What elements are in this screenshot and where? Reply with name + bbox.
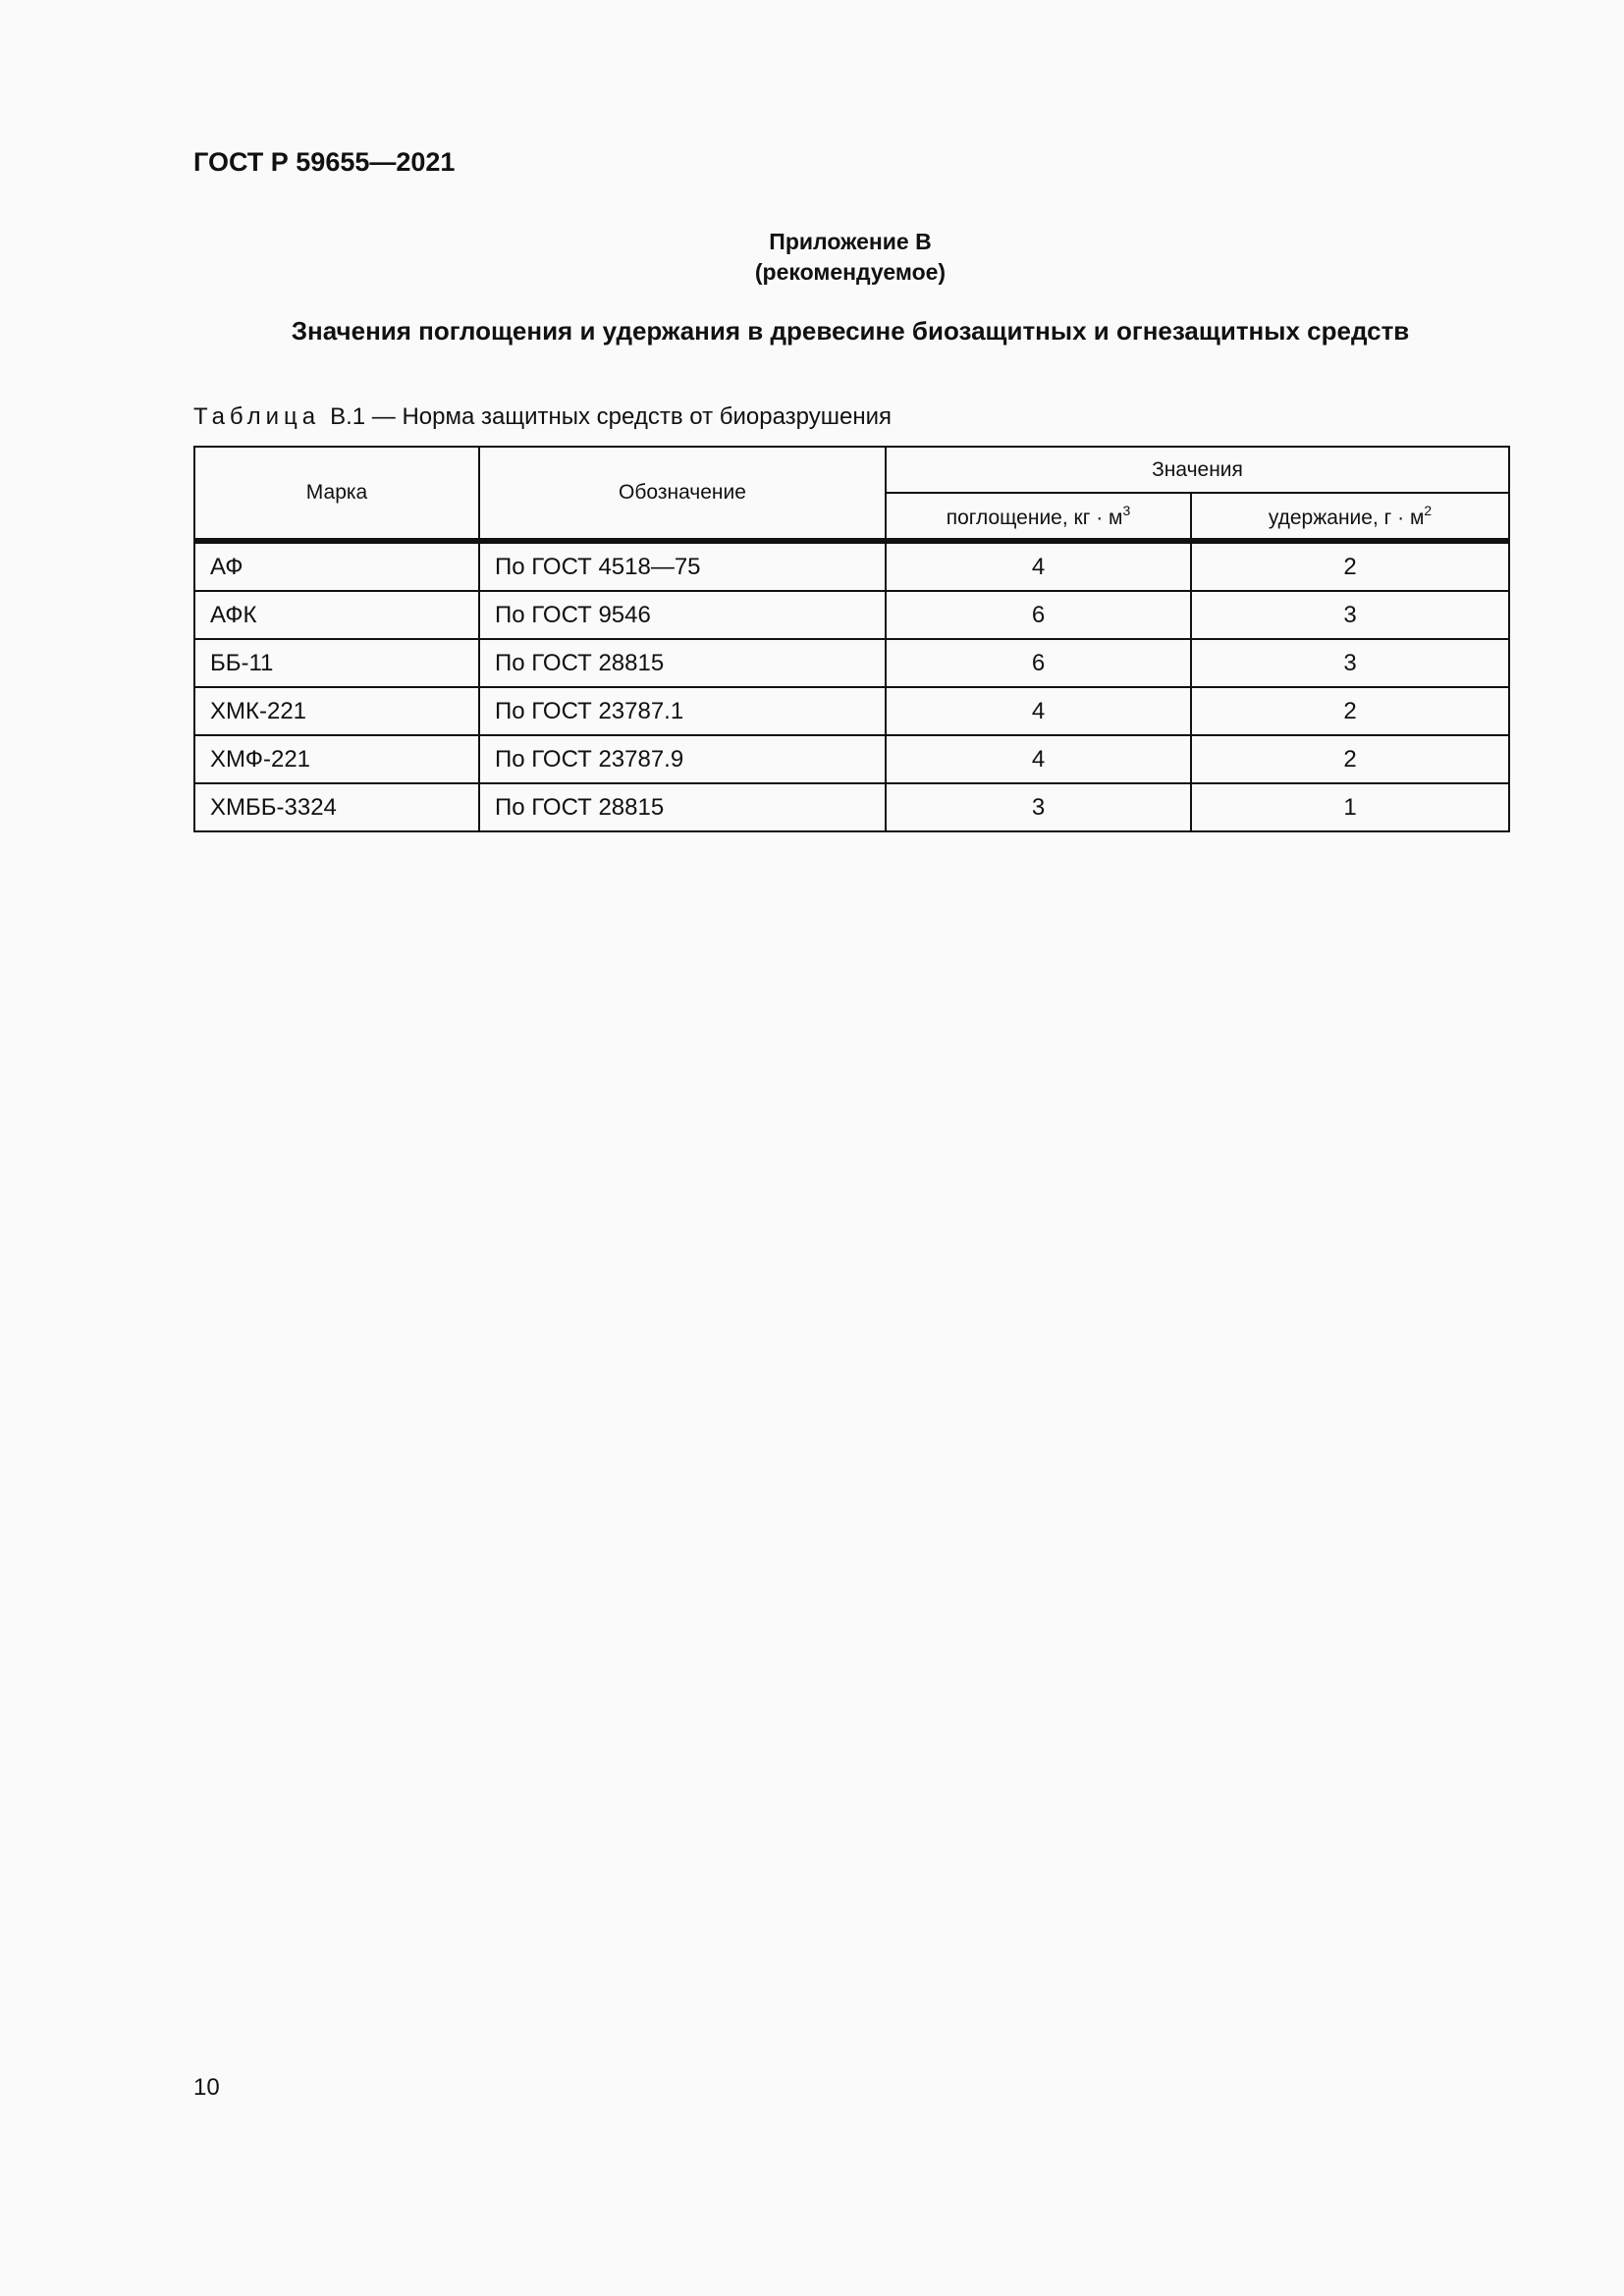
- header-retention: [1191, 493, 1509, 541]
- page-number: 10: [193, 2074, 220, 2101]
- norms-table: [193, 446, 1510, 832]
- cell-designation: По ГОСТ 23787.9: [479, 735, 886, 783]
- table-row: [194, 639, 1509, 687]
- header-absorption-label: поглощение, кг · м: [946, 506, 1123, 529]
- header-retention-label: удержание, г · м: [1268, 506, 1425, 529]
- doc-code: ГОСТ Р 59655—2021: [193, 147, 456, 177]
- header-absorption-exp: 3: [1122, 502, 1131, 518]
- cell-designation: По ГОСТ 23787.1: [479, 687, 886, 735]
- cell-designation: По ГОСТ 28815: [479, 783, 886, 831]
- cell-absorption: 4: [886, 735, 1191, 783]
- table-row: [194, 783, 1509, 831]
- table-row: [194, 687, 1509, 735]
- table-row: [194, 735, 1509, 783]
- cell-mark: АФ: [194, 541, 479, 591]
- cell-mark: ХМФ-221: [194, 735, 479, 783]
- cell-absorption: 6: [886, 591, 1191, 639]
- cell-retention: 2: [1191, 541, 1509, 591]
- caption-label: Таблица: [193, 403, 321, 430]
- header-mark: Марка: [194, 447, 479, 541]
- header-retention-exp: 2: [1424, 502, 1433, 518]
- cell-retention: 2: [1191, 735, 1509, 783]
- cell-absorption: 6: [886, 639, 1191, 687]
- section-title: Значения поглощения и удержания в древесине биозащитных и огнезащитных средств: [291, 316, 1410, 346]
- header-values: Значения: [886, 447, 1509, 493]
- header-designation: Обозначение: [479, 447, 886, 541]
- cell-retention: 3: [1191, 591, 1509, 639]
- cell-absorption: 4: [886, 541, 1191, 591]
- cell-absorption: 3: [886, 783, 1191, 831]
- appendix-title: Приложение В: [769, 229, 932, 254]
- cell-mark: АФК: [194, 591, 479, 639]
- cell-mark: ХМК-221: [194, 687, 479, 735]
- cell-absorption: 4: [886, 687, 1191, 735]
- header-absorption: [886, 493, 1191, 541]
- cell-retention: 1: [1191, 783, 1509, 831]
- table-row: [194, 541, 1509, 591]
- cell-designation: По ГОСТ 9546: [479, 591, 886, 639]
- table-row: [194, 591, 1509, 639]
- cell-mark: ББ-11: [194, 639, 479, 687]
- table-caption: [193, 403, 892, 431]
- cell-designation: По ГОСТ 28815: [479, 639, 886, 687]
- cell-designation: По ГОСТ 4518—75: [479, 541, 886, 591]
- cell-retention: 3: [1191, 639, 1509, 687]
- caption-text: В.1 — Норма защитных средств от биоразрушения: [330, 403, 893, 430]
- cell-retention: 2: [1191, 687, 1509, 735]
- cell-mark: ХМББ-3324: [194, 783, 479, 831]
- appendix-status: (рекомендуемое): [754, 259, 947, 285]
